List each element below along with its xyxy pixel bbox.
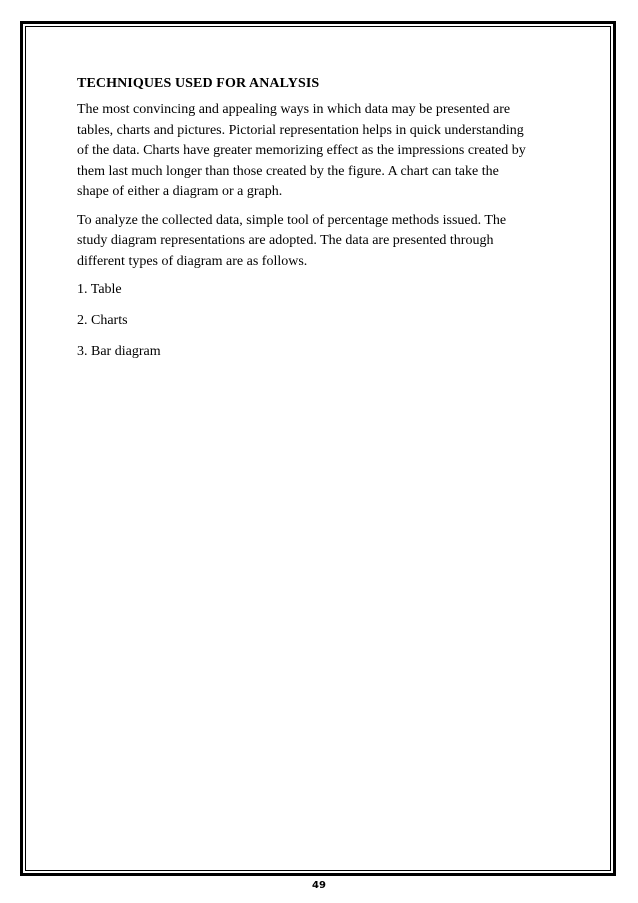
paragraph-line: To analyze the collected data, simple tool of percentage methods issued. The	[77, 212, 507, 228]
paragraph-line: study diagram representations are adopted. The data are presented through	[77, 233, 494, 248]
list-item-charts: 2. Charts	[77, 313, 128, 328]
paragraph-intro	[77, 100, 567, 203]
page-number: 49	[312, 880, 326, 891]
paragraph-line: of the data. Charts have greater memorizing effect as the impressions created by	[77, 143, 526, 158]
page-content	[77, 74, 567, 373]
paragraph-method	[77, 211, 567, 273]
list-item-bar-diagram: 3. Bar diagram	[77, 344, 161, 359]
list-item-table: 1. Table	[77, 282, 122, 297]
paragraph-line: tables, charts and pictures. Pictorial representation helps in quick understanding	[77, 122, 524, 138]
paragraph-line: them last much longer than those created by the figure. A chart can take the	[77, 163, 499, 179]
paragraph-line: different types of diagram are as follows.	[77, 253, 308, 269]
paragraph-line: The most convincing and appealing ways in which data may be presented are	[77, 102, 511, 117]
paragraph-line: shape of either a diagram or a graph.	[77, 184, 283, 199]
section-heading: TECHNIQUES USED FOR ANALYSIS	[77, 76, 320, 91]
